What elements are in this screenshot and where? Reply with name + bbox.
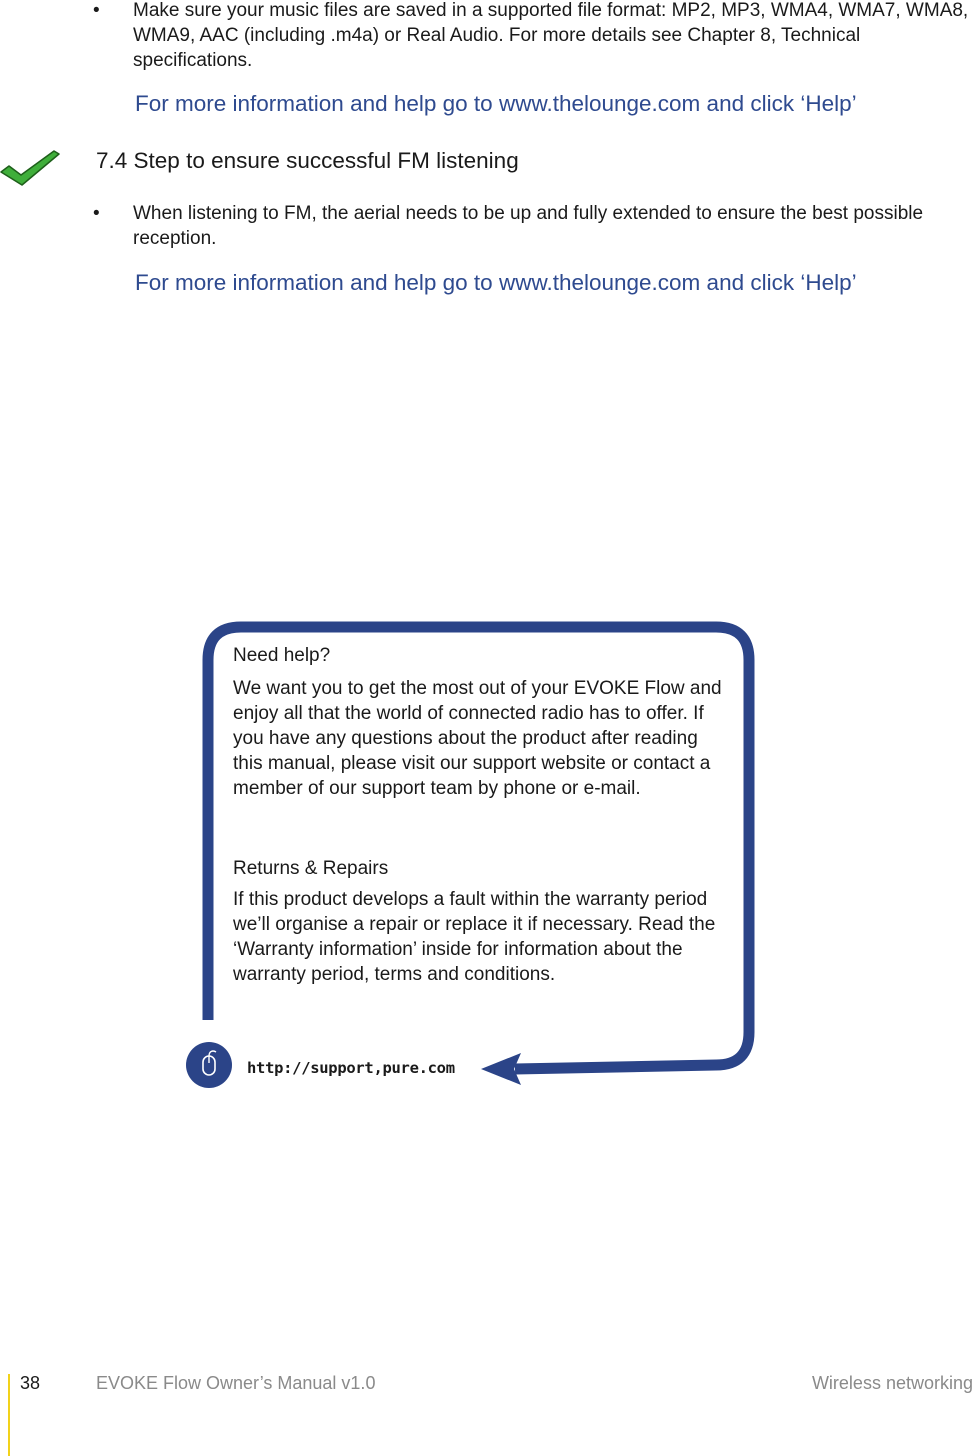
returns-title: Returns & Repairs xyxy=(233,858,389,879)
page-number: 38 xyxy=(20,1373,41,1393)
bullet-symbol: • xyxy=(93,0,100,21)
bullet-text: Make sure your music files are saved in a supported file format: MP2, MP3, WMA4, WMA7, WMA8, WMA9, AAC (including .m4a) or Real Audio. For more details see Chapter 8, Technical specifications. xyxy=(133,0,969,71)
help-link[interactable]: For more information and help go to www.thelounge.com and click ‘Help’ xyxy=(135,91,857,116)
help-box-intro: We want you to get the most out of your EVOKE Flow and enjoy all that the world of connected radio has to offer. If you have any questions about the product after reading this manual, please visit our support website or contact a member of our support team by phone or e-mail. xyxy=(233,678,722,799)
footer-rule xyxy=(8,1374,10,1456)
manual-title: EVOKE Flow Owner’s Manual v1.0 xyxy=(96,1373,376,1393)
returns-text: If this product develops a fault within the warranty period we’ll organise a repair or replace it if necessary. Read the ‘Warranty information’ inside for information about the warranty period, terms and conditions. xyxy=(233,889,716,985)
bullet-text: When listening to FM, the aerial needs to be up and fully extended to ensure the best possible reception. xyxy=(133,203,924,249)
mouse-icon xyxy=(185,1041,233,1089)
section-name: Wireless networking xyxy=(811,1373,973,1393)
help-box-title: Need help? xyxy=(233,645,331,666)
support-url[interactable]: http://support,pure.com xyxy=(247,1059,455,1077)
section-heading: 7.4 Step to ensure successful FM listening xyxy=(96,148,519,173)
help-link[interactable]: For more information and help go to www.thelounge.com and click ‘Help’ xyxy=(135,270,857,295)
bullet-symbol: • xyxy=(93,203,100,224)
